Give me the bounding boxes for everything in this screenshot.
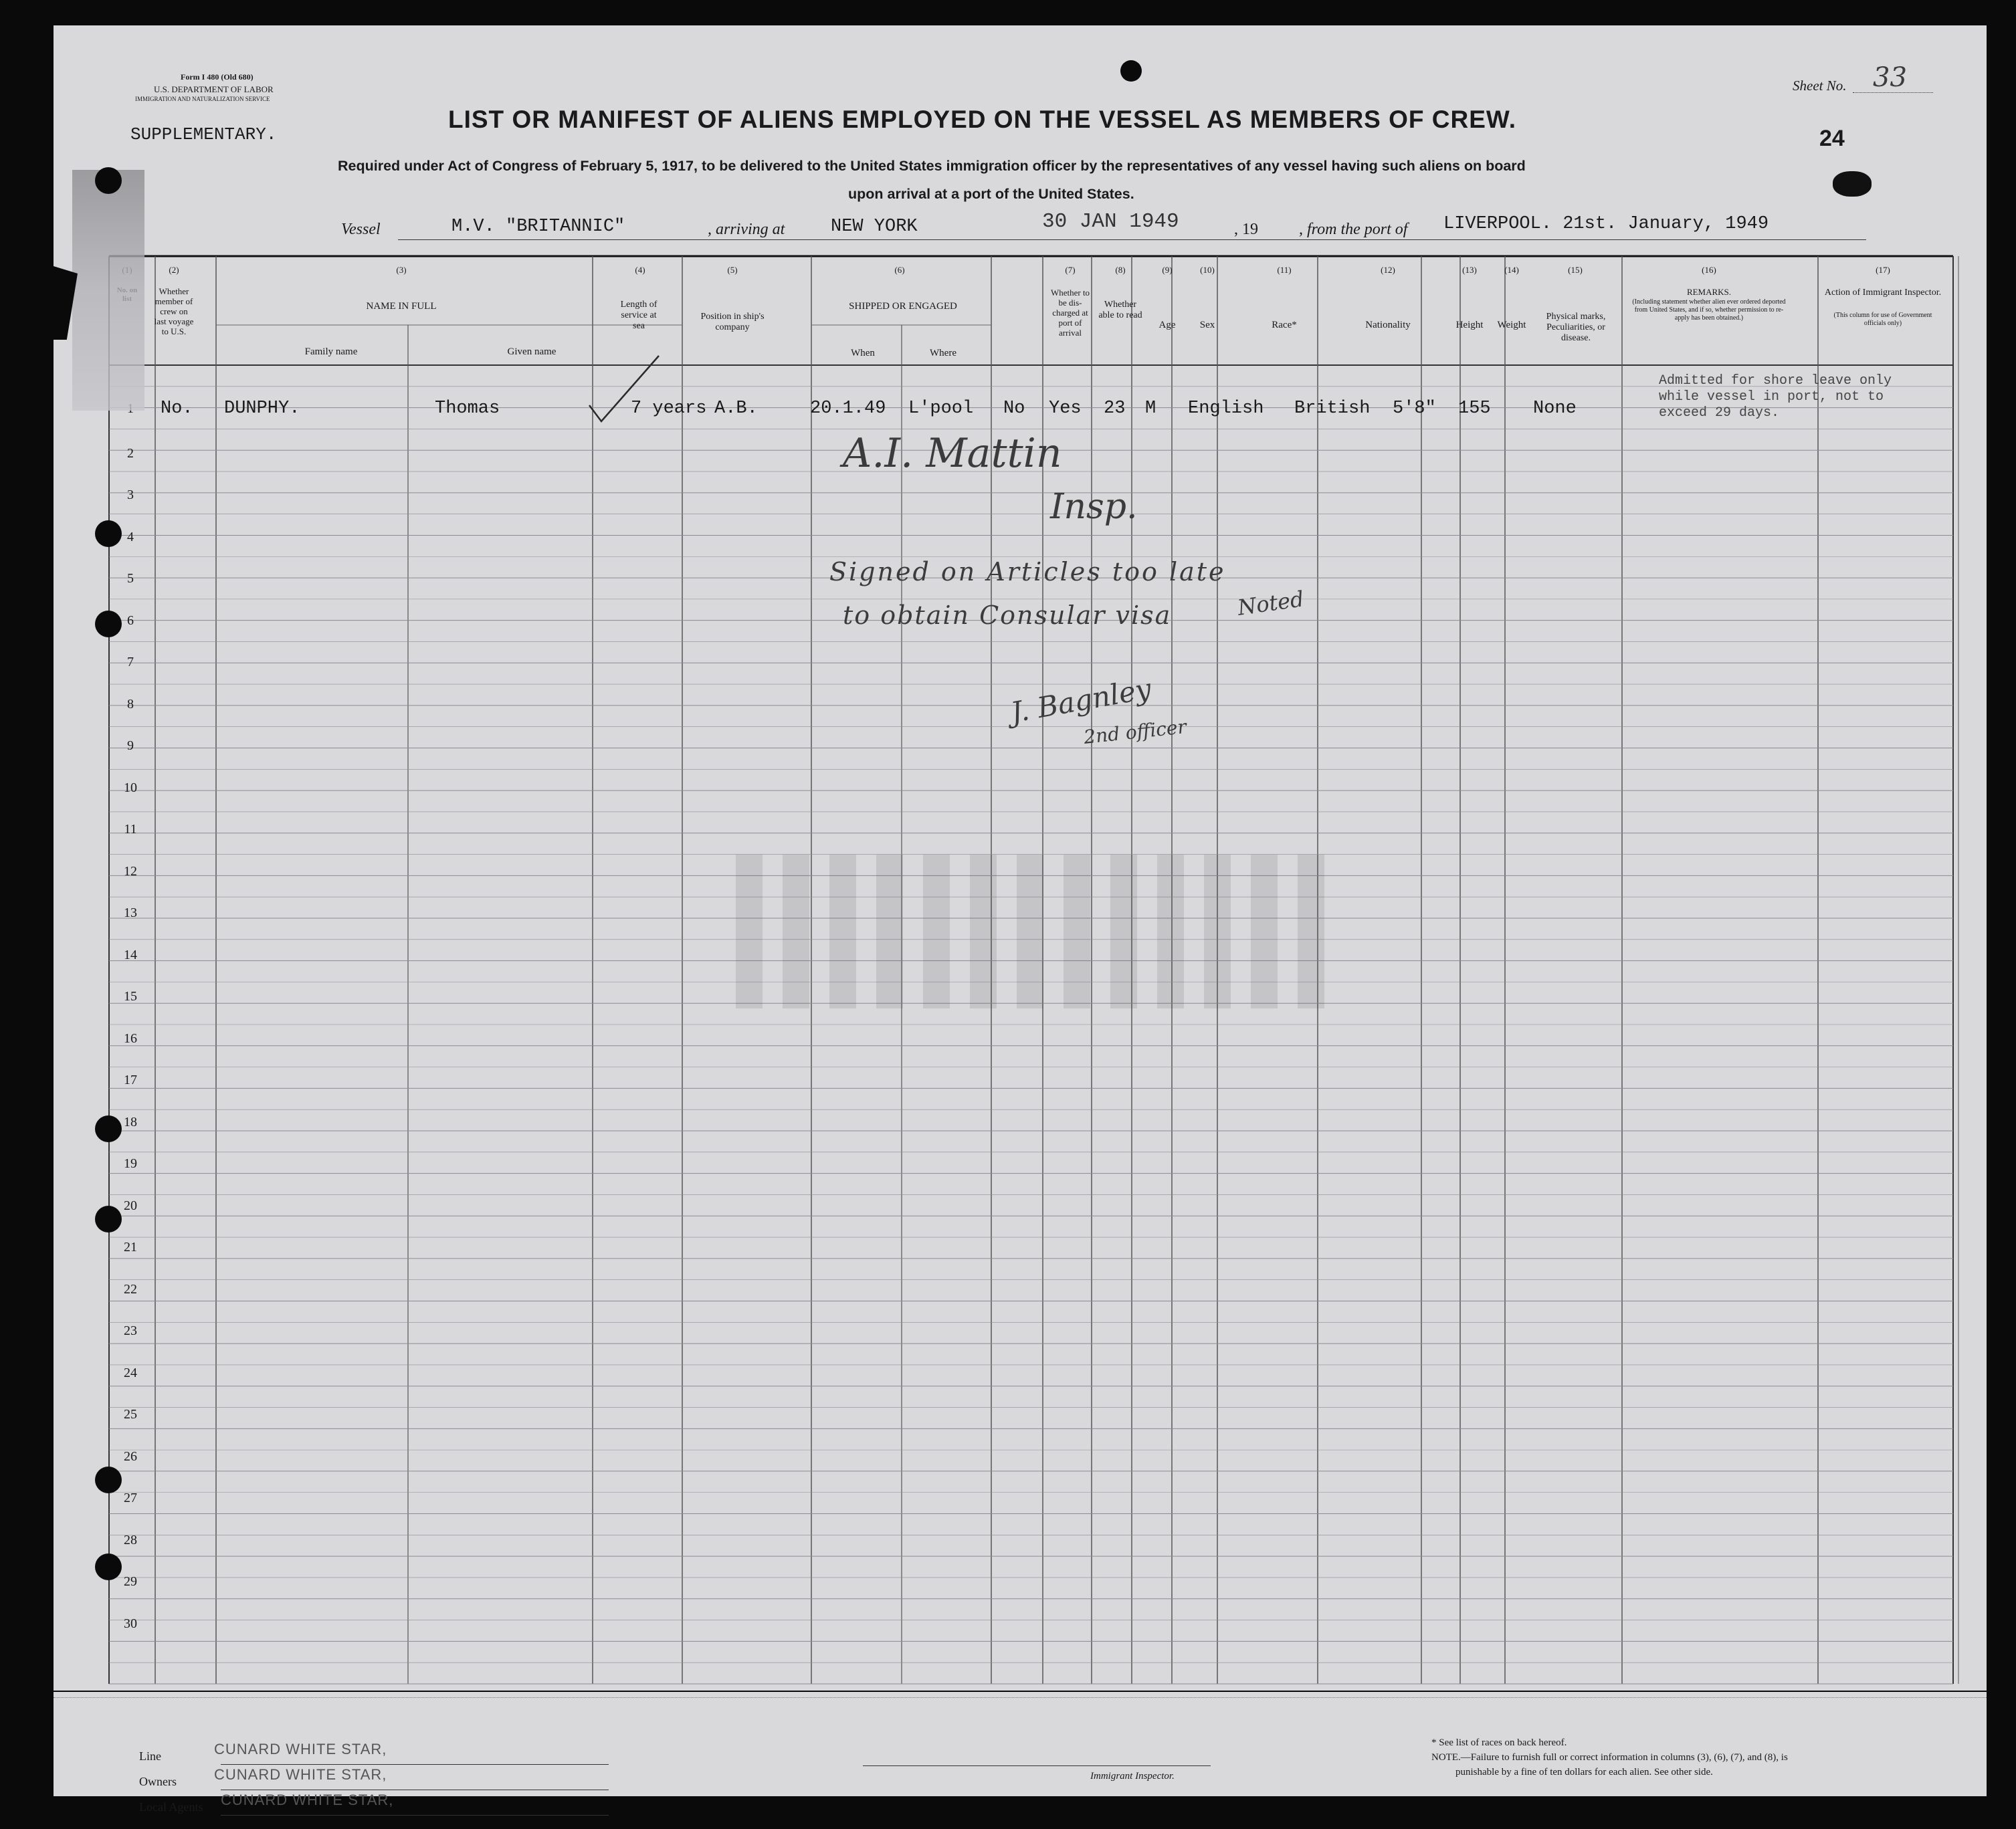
line-underline: [221, 1764, 609, 1765]
row-number: 15: [124, 989, 137, 1004]
col14-num: (14): [1504, 265, 1519, 275]
col17-sub: (This column for use of Government officials only): [1833, 312, 1932, 327]
checkmark-icon: [585, 352, 666, 425]
entry-remarks-2: while vessel in port, not to: [1659, 389, 1884, 405]
punch-hole: [95, 1115, 122, 1142]
row-number: 2: [127, 445, 134, 461]
col3-label: NAME IN FULL: [366, 301, 437, 312]
col7-label: Whether to be dis-charged at port of arrival: [1050, 288, 1090, 338]
entry-where: L'pool: [908, 399, 974, 419]
row-number: 29: [124, 1574, 137, 1589]
inspector-signature: A.I. Mattin: [843, 430, 1062, 477]
line-label: Line: [139, 1749, 161, 1763]
col3-num: (3): [396, 265, 407, 275]
sheet-no-label: Sheet No.: [1793, 78, 1847, 94]
entry-service: 7 years: [631, 399, 707, 419]
col13-label: Height: [1455, 320, 1484, 330]
subtitle-line1: Required under Act of Congress of February 5, 1917, to be delivered to the United States immigration officer by the representatives of any vessel having such aliens on board: [338, 158, 1526, 174]
entry-weight: 155: [1458, 399, 1491, 419]
noted-initials: Noted: [1235, 586, 1306, 621]
entry-sex: M: [1145, 399, 1156, 419]
entry-last-voyage: No.: [161, 399, 193, 419]
entry-race: English: [1188, 399, 1264, 419]
row-number: 9: [127, 738, 134, 753]
row-number: 28: [124, 1532, 137, 1547]
sheet-no-value: 33: [1873, 62, 1907, 93]
col6-label: SHIPPED OR ENGAGED: [849, 301, 957, 312]
entry-position: A.B.: [714, 399, 758, 419]
corner-stain: [72, 170, 144, 411]
col15-label: Physical marks, Peculiarities, or disease.: [1546, 312, 1606, 343]
row-number: 6: [127, 613, 134, 628]
row-number: 8: [127, 696, 134, 712]
col16-label: REMARKS.: [1686, 287, 1732, 297]
entry-family-name: DUNPHY.: [224, 399, 300, 419]
row-number: 18: [124, 1114, 137, 1129]
col11-label: Race*: [1272, 320, 1297, 330]
vessel-value: M.V. "BRITANNIC": [451, 217, 625, 237]
col4-label: Length of service at sea: [620, 300, 658, 331]
entry-remarks-3: exceed 29 days.: [1659, 405, 1780, 421]
form-number: Form I 480 (Old 680): [181, 72, 254, 82]
col10-num: (10): [1200, 265, 1215, 275]
department-name: U.S. DEPARTMENT OF LABOR: [154, 84, 274, 94]
agents-underline: [221, 1815, 609, 1816]
col3-family: Family name: [304, 346, 358, 357]
fine-note-line1: NOTE.—Failure to furnish full or correct information in columns (3), (6), (7), and (8), is: [1431, 1752, 1788, 1763]
agents-label: Local Agents: [139, 1800, 203, 1814]
from-label: , from the port of: [1299, 221, 1408, 238]
entry-age: 23: [1104, 399, 1126, 419]
col16-sub: (Including statement whether alien ever ordered deported from United States, and if so, whether permission to re-apply has been obtained.): [1632, 298, 1786, 322]
row-number: 21: [124, 1240, 137, 1255]
col6-num: (6): [894, 265, 905, 275]
col6-where: Where: [930, 348, 956, 358]
manifest-title: LIST OR MANIFEST OF ALIENS EMPLOYED ON THE VESSEL AS MEMBERS OF CREW.: [448, 106, 1517, 133]
col5-label: Position in ship's company: [700, 312, 765, 332]
officer-signature: J. Bagnley: [1008, 671, 1154, 730]
officer-title: 2nd officer: [1082, 716, 1188, 748]
manifest-sheet: [54, 25, 1987, 1814]
service-name: IMMIGRATION AND NATURALIZATION SERVICE: [135, 96, 270, 102]
col9-label: Age: [1158, 320, 1176, 330]
line-stamp: CUNARD WHITE STAR,: [214, 1741, 387, 1757]
row-number: 27: [124, 1491, 137, 1505]
entry-read: Yes: [1049, 399, 1082, 419]
subtitle-line2: upon arrival at a port of the United States.: [848, 186, 1134, 202]
entry-height: 5'8": [1393, 399, 1436, 419]
entry-nationality: British: [1294, 399, 1371, 419]
row-number: 17: [124, 1073, 137, 1087]
fine-note-line2: punishable by a fine of ten dollars for each alien. See other side.: [1455, 1767, 1713, 1778]
handwritten-note-line1: Signed on Articles too late: [829, 557, 1226, 586]
col7-num: (7): [1065, 265, 1076, 275]
col2-label: Whether member of crew on last voyage to U.S.: [154, 286, 194, 336]
row-number: 26: [124, 1448, 137, 1464]
owners-label: Owners: [139, 1775, 177, 1788]
row-number: 23: [124, 1323, 137, 1338]
punch-hole: [95, 1206, 122, 1232]
races-note: * See list of races on back hereof.: [1431, 1737, 1567, 1748]
col6-when: When: [851, 348, 875, 358]
page-number: 24: [1819, 126, 1845, 151]
punch-hole: [95, 611, 122, 637]
inspector-signature-line: [863, 1765, 1211, 1766]
row-number: 13: [124, 905, 137, 920]
row-number: 25: [124, 1407, 137, 1422]
inspector-title: Insp.: [1050, 487, 1138, 527]
punch-hole: [95, 1553, 122, 1580]
punch-hole: [1120, 60, 1142, 82]
col8-label: Whether able to read: [1098, 300, 1142, 320]
inspector-line-label: Immigrant Inspector.: [1090, 1771, 1175, 1782]
col9-num: (9): [1162, 265, 1173, 275]
footer-divider-dotted: [54, 1697, 1987, 1698]
row-number: 14: [124, 947, 137, 962]
vessel-label: Vessel: [341, 221, 381, 238]
col3-given: Given name: [507, 346, 557, 357]
row-number: 19: [124, 1156, 137, 1171]
entry-marks: None: [1533, 399, 1577, 419]
row-number: 20: [124, 1198, 137, 1213]
bleed-through-mark: [736, 855, 1324, 1008]
row-number: 22: [124, 1281, 137, 1297]
year-prefix: , 19: [1234, 221, 1258, 238]
row-number: 16: [124, 1031, 137, 1046]
entry-given-name: Thomas: [435, 399, 500, 419]
row-number: 30: [124, 1616, 137, 1631]
date-stamp: 30 JAN 1949: [1042, 210, 1179, 233]
punch-hole: [95, 167, 122, 194]
entry-discharged: No: [1003, 399, 1025, 419]
row-number: 5: [127, 571, 134, 586]
col12-label: Nationality: [1365, 320, 1411, 330]
col4-num: (4): [635, 265, 645, 275]
agents-stamp: CUNARD WHITE STAR,: [221, 1792, 394, 1808]
row-number: 24: [124, 1365, 137, 1380]
col17-label: Action of Immigrant Inspector.: [1824, 288, 1942, 298]
handwritten-note-line2: to obtain Consular visa: [843, 601, 1172, 630]
row-number: 3: [127, 488, 134, 502]
col17-num: (17): [1876, 265, 1890, 275]
row-number: 7: [127, 655, 134, 669]
entry-remarks-1: Admitted for shore leave only: [1659, 373, 1892, 389]
col8-num: (8): [1115, 265, 1126, 275]
col15-num: (15): [1568, 265, 1583, 275]
owners-stamp: CUNARD WHITE STAR,: [214, 1766, 387, 1783]
arriving-label: , arriving at: [708, 221, 785, 238]
col5-num: (5): [727, 265, 738, 275]
from-value: LIVERPOOL. 21st. January, 1949: [1443, 214, 1769, 234]
row-number: 4: [127, 529, 134, 544]
col10-label: Sex: [1199, 320, 1215, 330]
arriving-value: NEW YORK: [831, 217, 918, 237]
footer-divider: [54, 1691, 1987, 1692]
col13-num: (13): [1462, 265, 1477, 275]
row-number: 10: [124, 780, 137, 795]
col16-num: (16): [1702, 265, 1716, 275]
col14-label: Weight: [1497, 320, 1526, 330]
row-number: 12: [124, 863, 137, 879]
supplementary-label: SUPPLEMENTARY.: [130, 124, 277, 144]
col11-num: (11): [1277, 265, 1292, 275]
entry-when: 20.1.49: [810, 399, 886, 419]
punch-hole: [95, 520, 122, 547]
col2-num: (2): [169, 265, 179, 275]
row-number: 11: [124, 822, 137, 837]
punch-hole: [95, 1467, 122, 1493]
col12-num: (12): [1381, 265, 1395, 275]
